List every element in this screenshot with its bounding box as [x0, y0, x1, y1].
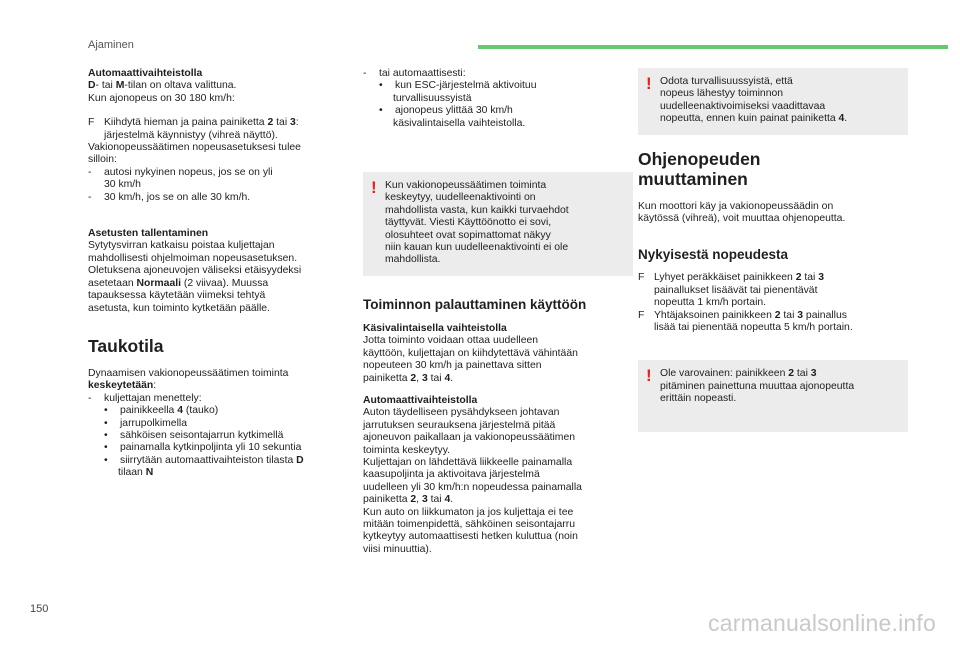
- text-line: jarrutuksen seurauksena järjestelmä pitää: [363, 419, 556, 431]
- text-line: painiketta 2, 3 tai 4.: [363, 372, 454, 384]
- text-line: painiketta 2, 3 tai 4.: [363, 494, 454, 506]
- step-arrow-icon: F: [88, 117, 95, 129]
- dash-item: - kuljettajan menettely:: [88, 392, 202, 404]
- text-line: ajoneuvon paikallaan ja vakionopeussäätimen: [363, 432, 576, 444]
- bullet-item: • sähköisen seisontajarrun kytkimellä: [104, 429, 284, 441]
- warning-box-reactivation: [363, 172, 633, 276]
- text-line: käsivalintaisella vaihteistolla.: [393, 117, 526, 129]
- step-item: F Yhtäjaksoinen painikkeen 2 tai 3 painallus: [638, 309, 847, 321]
- text-line: Auton täydelliseen pysähdykseen johtavan: [363, 407, 560, 419]
- text-line: asetetaan Normaali (2 viivaa). Muussa: [88, 277, 269, 289]
- text-line: mitään toimenpidettä, sähköinen seisontajarru: [363, 518, 575, 530]
- text-line: Ole varovainen: painikkeen 2 tai 3: [660, 368, 817, 380]
- text-line: olosuhteet ovat sopimattomat näkyy: [385, 229, 551, 241]
- text-line: silloin:: [88, 154, 117, 166]
- text-line: nopeus lähestyy toiminnon: [660, 88, 784, 100]
- text-line: nopeuteen 30 km/h ja painettava sitten: [363, 360, 542, 372]
- column-left: [88, 68, 358, 480]
- heading-from-current-speed: Nykyisestä nopeudesta: [638, 247, 789, 263]
- column-right: [638, 68, 908, 432]
- text-line: mahdollista.: [385, 254, 441, 266]
- subheading-manual: Käsivalintaisella vaihteistolla: [363, 322, 507, 334]
- text-line: Odota turvallisuussyistä, että: [660, 76, 793, 87]
- text-line: lisää tai pienentää nopeutta 5 km/h portain.: [654, 322, 853, 334]
- text-line: Kuljettajan on lähdettävä liikkeelle painamalla: [363, 456, 573, 468]
- watermark: carmanualsonline.info: [708, 610, 936, 636]
- text-line: mahdollista vasta, kun kaikki turvaehdot: [385, 204, 569, 216]
- text-line: asetusta, kun toiminto kytketään päälle.: [88, 302, 270, 314]
- bullet-item: • jarrupolkimella: [104, 417, 187, 429]
- text-line: Kun moottori käy ja vakionopeussäädin on: [638, 200, 834, 212]
- text-line: viisi minuuttia).: [363, 543, 432, 555]
- warning-icon: !: [371, 178, 377, 198]
- text-line: Kun ajonopeus on 30 180 km/h:: [88, 92, 235, 104]
- text-line: käytössä (vihreä), voit muuttaa ohjenopeutta.: [638, 213, 846, 225]
- dash-item: - 30 km/h, jos se on alle 30 km/h.: [88, 191, 251, 203]
- text-line: D- tai M-tilan on oltava valittuna.: [88, 80, 237, 92]
- text-line: nopeutta, ennen kuin painat painiketta 4.: [660, 113, 848, 125]
- text-line: kytkeytyy automaattisesti hetken kuluttua (noin: [363, 531, 578, 543]
- text-line: tilaan N: [118, 467, 154, 479]
- step-arrow-icon: F: [638, 309, 645, 321]
- heading-restore-function: Toiminnon palauttaminen käyttöön: [363, 296, 587, 312]
- text-line: Kun vakionopeussäätimen toiminta: [385, 180, 547, 192]
- warning-box-hold-button: [638, 360, 908, 431]
- text-line: uudelleenaktivoimiseksi vaadittavaa: [660, 100, 826, 112]
- bullet-item: • ajonopeus ylittää 30 km/h: [379, 105, 513, 117]
- step-item: F Kiihdytä hieman ja paina painiketta 2 tai 3:: [88, 117, 299, 129]
- text-line: tapauksessa käytetään viimeksi tehtyä: [88, 290, 266, 302]
- text-line: Kun auto on liikkumaton ja jos kuljettaja ei tee: [363, 506, 574, 518]
- text-line: keskeytetään:: [88, 380, 157, 392]
- text-line: erittäin nopeasti.: [660, 393, 737, 405]
- text-line: järjestelmä käynnistyy (vihreä näyttö).: [104, 129, 278, 141]
- text-line: painallukset lisäävät tai pienentävät: [654, 284, 818, 296]
- subheading-automatic: Automaattivaihteistolla: [363, 394, 478, 406]
- text-line: Oletuksena ajoneuvojen väliseksi etäisyydeksi: [88, 265, 302, 277]
- warning-icon: !: [646, 366, 652, 386]
- text-line: 30 km/h: [104, 179, 141, 191]
- dash-item: - tai automaattisesti:: [363, 68, 466, 79]
- text-line: mahdollisesti ohjelmoiman nopeusasetuksen.: [88, 252, 298, 264]
- bullet-item: • painamalla kytkinpoljinta yli 10 sekuntia: [104, 442, 302, 454]
- text-line: nopeutta 1 km/h portain.: [654, 297, 767, 309]
- bullet-item: • siirrytään automaattivaihteiston tilasta D: [104, 454, 304, 466]
- bullet-item: • painikkeella 4 (tauko): [104, 405, 219, 417]
- warning-box-approach-speed: [638, 68, 908, 135]
- text-line: Sytytysvirran katkaisu poistaa kuljettajan: [88, 240, 275, 252]
- subheading-automatic: Automaattivaihteistolla: [88, 68, 203, 79]
- text-line: käyttöön, kuljettajan on kiihdytettävä vähintään: [363, 347, 578, 359]
- bullet-item: • kun ESC-järjestelmä aktivoituu: [379, 80, 537, 92]
- text-line: turvallisuussyistä: [393, 92, 472, 104]
- page-number: 150: [30, 603, 49, 615]
- column-middle: [363, 68, 633, 556]
- text-line: toiminta keskeytyy.: [363, 444, 451, 456]
- subheading-save-settings: Asetusten tallentaminen: [88, 228, 209, 240]
- step-item: F Lyhyet peräkkäiset painikkeen 2 tai 3: [638, 272, 825, 284]
- heading-change-target-speed: Ohjenopeuden muuttaminen: [638, 148, 761, 189]
- step-arrow-icon: F: [638, 272, 645, 284]
- text-line: pitäminen painettuna muuttaa ajonopeutta: [660, 380, 855, 392]
- heading-pause-mode: Taukotila: [88, 335, 164, 356]
- text-line: Dynaamisen vakionopeussäätimen toiminta: [88, 367, 289, 379]
- text-line: keskeytyy, uudelleenaktivointi on: [385, 192, 536, 204]
- text-line: niin kauan kun uudelleenaktivointi ei ole: [385, 242, 569, 254]
- text-line: kaasupoljinta ja aktivoitava järjestelmä: [363, 469, 540, 481]
- warning-icon: !: [646, 74, 652, 93]
- text-line: uudelleen yli 30 km/h:n nopeudessa painamalla: [363, 481, 582, 493]
- header-accent-bar: [478, 45, 948, 49]
- dash-item: - autosi nykyinen nopeus, jos se on yli: [88, 166, 273, 178]
- text-line: Jotta toiminto voidaan ottaa uudelleen: [363, 335, 539, 347]
- section-title: Ajaminen: [88, 39, 134, 51]
- text-line: täyttyvät. Viesti Käyttöönotto ei sovi,: [385, 217, 552, 229]
- text-line: Vakionopeussäätimen nopeusasetuksesi tulee: [88, 142, 301, 154]
